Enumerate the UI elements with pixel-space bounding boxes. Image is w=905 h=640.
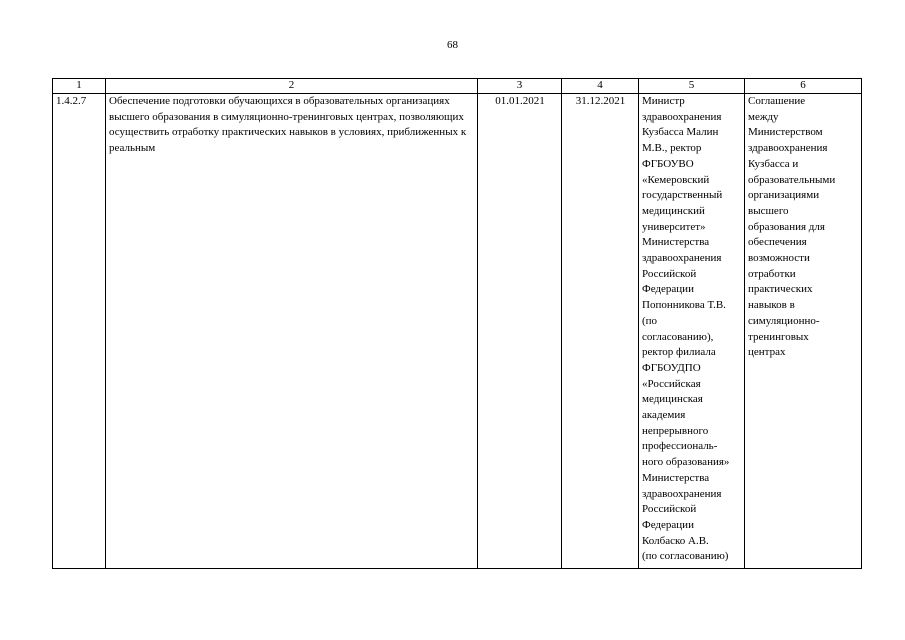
item-number: 1.4.2.7	[53, 94, 106, 569]
page-number: 68	[447, 39, 458, 51]
expected-result: Соглашение между Министерством здравоохранения Кузбасса и образовательными организациями высшего образования для обеспечения возможности отработки практических навыков в симуляционно- тренинговых центрах	[745, 94, 862, 569]
header-col-4: 4	[562, 79, 639, 94]
header-col-3: 3	[478, 79, 562, 94]
header-col-6: 6	[745, 79, 862, 94]
header-row	[53, 79, 862, 94]
header-col-2: 2	[106, 79, 478, 94]
item-description: Обеспечение подготовки обучающихся в образовательных организациях высшего образования в симуляционно-тренинговых центрах, позволяющих осуществить отработку практических навыков в условиях, приближенных к реальным	[106, 94, 478, 569]
responsible-persons: Министр здравоохранения Кузбасса Малин М.В., ректор ФГБОУВО «Кемеровский государственный медицинский университет» Министерства здравоохранения Российской Федерации Попонникова Т.В. (по согласованию), ректор филиала ФГБОУДПО «Российская медицинская академия непрерывного профессиональ- ного образования» Министерства здравоохранения Российской Федерации Колбаско А.В. (по согласованию)	[639, 94, 745, 569]
activity-table	[52, 78, 862, 569]
end-date: 31.12.2021	[562, 94, 639, 569]
start-date: 01.01.2021	[478, 94, 562, 569]
header-col-1: 1	[53, 79, 106, 94]
table-row	[53, 94, 862, 569]
header-col-5: 5	[639, 79, 745, 94]
